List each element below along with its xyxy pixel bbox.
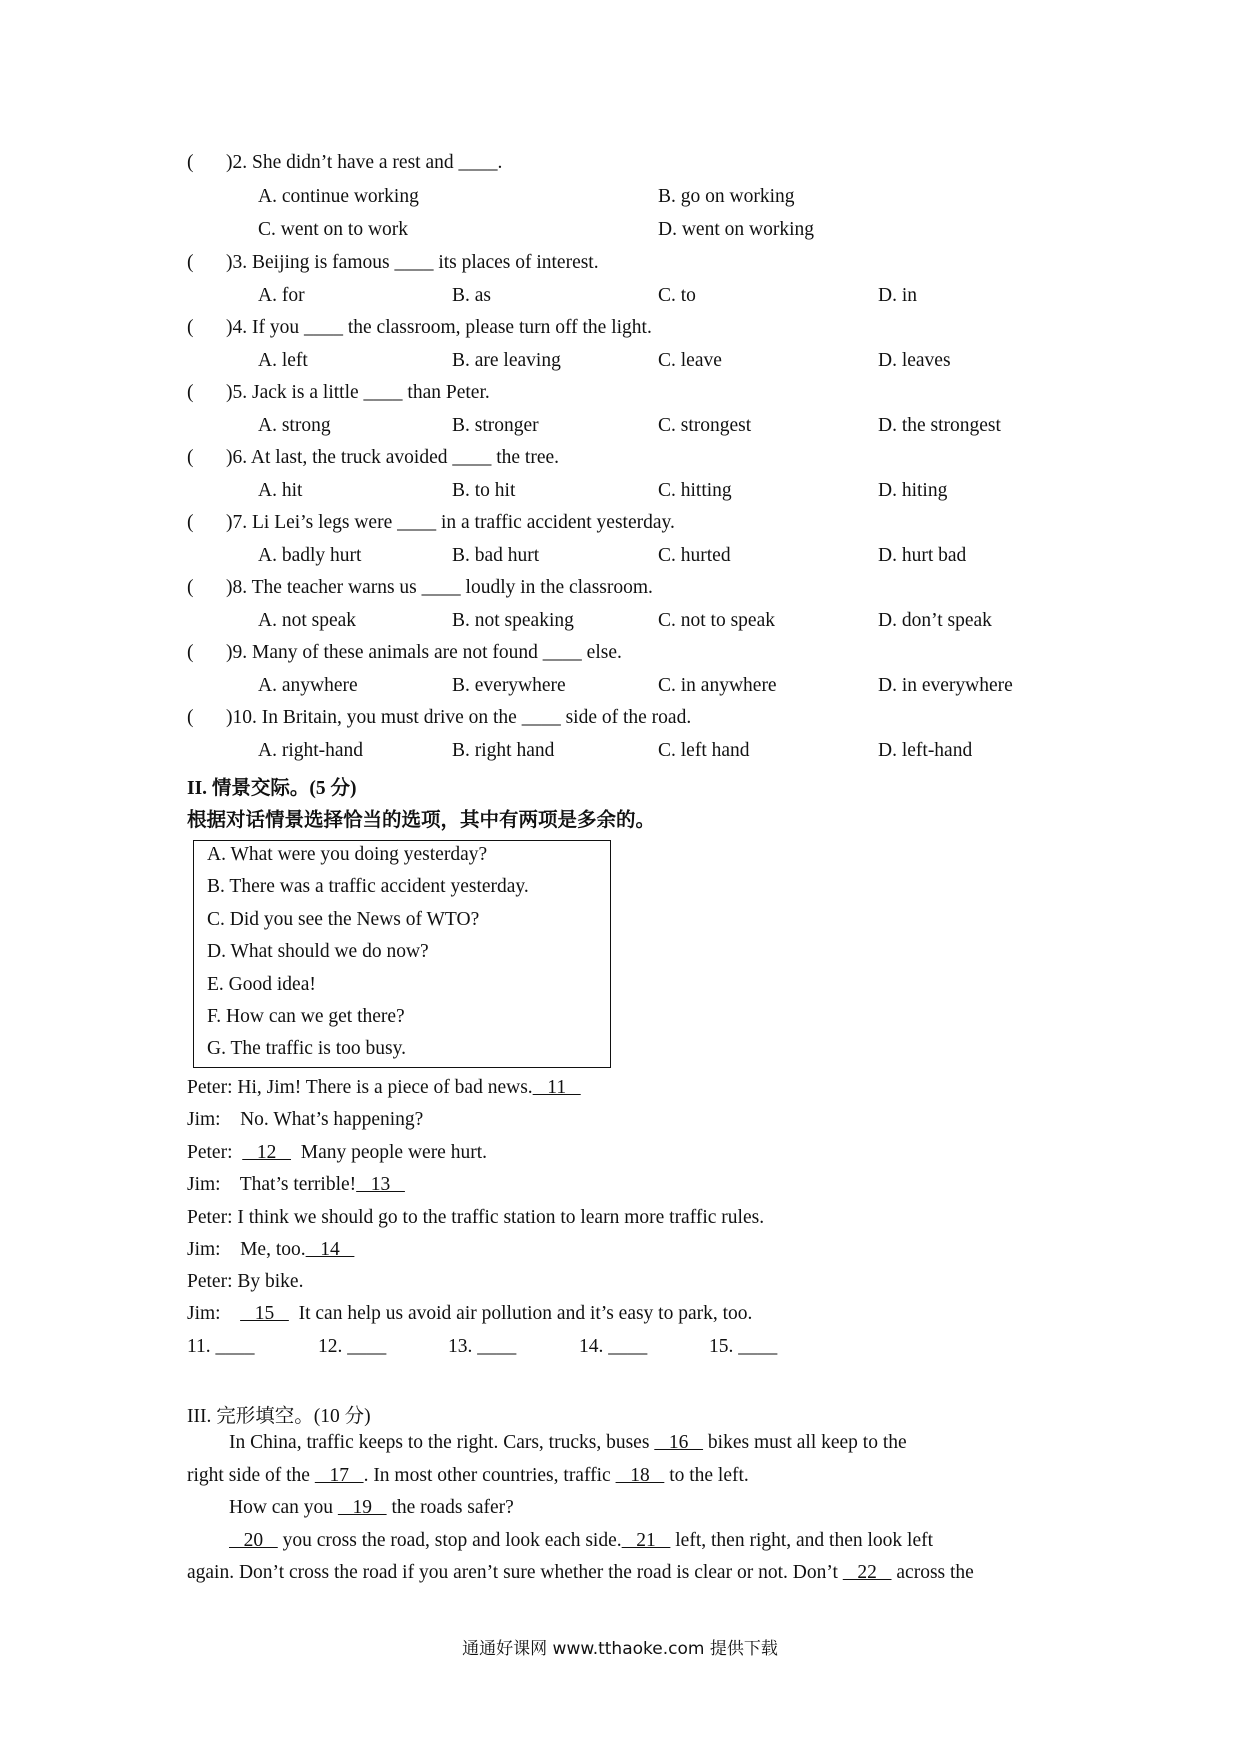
dialogue-text: Peter: <box>187 1142 243 1163</box>
option-c: C. strongest <box>658 415 752 436</box>
dialogue-line: Peter: By bike. <box>187 1271 304 1292</box>
option-a: A. not speak <box>258 610 357 631</box>
dialogue-text: Many people were hurt. <box>290 1142 488 1163</box>
answer-paren: ( <box>187 447 194 468</box>
option-c: C. leave <box>658 350 722 371</box>
option-b: B. as <box>452 285 491 306</box>
option-a: A. left <box>258 350 308 371</box>
option-b: B. stronger <box>452 415 539 436</box>
dialogue-text: Peter: Hi, Jim! There is a piece of bad news. <box>187 1077 533 1098</box>
option-d: D. went on working <box>658 219 814 240</box>
answer-paren: ( <box>187 577 194 598</box>
option-b: B. go on working <box>658 186 795 207</box>
cloze-text: again. Don’t cross the road if you aren’t sure whether the road is clear or not. Don’t <box>187 1562 843 1583</box>
cloze-text: How can you <box>229 1497 338 1518</box>
blank-22[interactable]: 22 <box>842 1562 892 1583</box>
choice-d: D. What should we do now? <box>207 941 429 962</box>
answer-blank-11[interactable]: 11. ____ <box>187 1336 255 1357</box>
option-d: D. hurt bad <box>878 545 967 566</box>
choice-b: B. There was a traffic accident yesterday. <box>207 876 529 897</box>
blank-19[interactable]: 19 <box>337 1497 387 1518</box>
answer-paren: ( <box>187 317 194 338</box>
option-b: B. right hand <box>452 740 555 761</box>
blank-11[interactable]: 11 <box>532 1077 581 1098</box>
answer-paren: ( <box>187 152 194 173</box>
answer-paren: ( <box>187 382 194 403</box>
cloze-text: . In most other countries, traffic <box>363 1465 616 1486</box>
blank-12[interactable]: 12 <box>242 1142 291 1163</box>
option-c: C. left hand <box>658 740 750 761</box>
cloze-text: bikes must all keep to the <box>703 1432 907 1453</box>
answer-blank-12[interactable]: 12. ____ <box>318 1336 387 1357</box>
option-c: C. to <box>658 285 696 306</box>
answer-paren: ( <box>187 642 194 663</box>
question-stem: )8. The teacher warns us ____ loudly in the classroom. <box>226 577 653 598</box>
blank-16[interactable]: 16 <box>654 1432 704 1453</box>
question-stem: )7. Li Lei’s legs were ____ in a traffic accident yesterday. <box>226 512 675 533</box>
page-footer: 通通好课网 www.tthaoke.com 提供下载 <box>462 1639 778 1659</box>
cloze-line <box>187 1465 749 1487</box>
option-b: B. not speaking <box>452 610 574 631</box>
choice-box <box>193 840 611 1068</box>
blank-18[interactable]: 18 <box>615 1465 665 1486</box>
option-d: D. hiting <box>878 480 948 501</box>
section-2-instruction: 根据对话情景选择恰当的选项，其中有两项是多余的。 <box>187 810 656 831</box>
option-a: A. strong <box>258 415 331 436</box>
section-3-heading: III. 完形填空。(10 分) <box>187 1406 371 1427</box>
blank-13[interactable]: 13 <box>356 1174 405 1195</box>
dialogue-text: Jim: Me, too. <box>187 1239 306 1260</box>
question-stem: )5. Jack is a little ____ than Peter. <box>226 382 490 403</box>
choice-e: E. Good idea! <box>207 974 316 995</box>
option-b: B. bad hurt <box>452 545 540 566</box>
choice-a: A. What were you doing yesterday? <box>207 844 488 865</box>
answer-paren: ( <box>187 252 194 273</box>
option-c: C. not to speak <box>658 610 775 631</box>
answer-blank-15[interactable]: 15. ____ <box>709 1336 778 1357</box>
option-c: C. went on to work <box>258 219 409 240</box>
answer-blank-14[interactable]: 14. ____ <box>579 1336 648 1357</box>
option-b: B. are leaving <box>452 350 561 371</box>
dialogue-text: Jim: <box>187 1303 241 1324</box>
choice-g: G. The traffic is too busy. <box>207 1038 406 1059</box>
cloze-line <box>229 1432 907 1454</box>
cloze-text: In China, traffic keeps to the right. Cars, trucks, buses <box>229 1432 655 1453</box>
cloze-text: across the <box>891 1562 974 1583</box>
section-2-heading: II. 情景交际。(5 分) <box>187 778 357 799</box>
option-a: A. badly hurt <box>258 545 362 566</box>
question-stem: )10. In Britain, you must drive on the ____ side of the road. <box>226 707 692 728</box>
option-b: B. to hit <box>452 480 516 501</box>
blank-14[interactable]: 14 <box>305 1239 355 1260</box>
answer-paren: ( <box>187 707 194 728</box>
dialogue-text: Jim: That’s terrible! <box>187 1174 357 1195</box>
option-a: A. continue working <box>258 186 419 207</box>
option-a: A. hit <box>258 480 303 501</box>
blank-15[interactable]: 15 <box>240 1303 289 1324</box>
option-c: C. in anywhere <box>658 675 777 696</box>
cloze-text: right side of the <box>187 1465 315 1486</box>
option-d: D. the strongest <box>878 415 1001 436</box>
choice-c: C. Did you see the News of WTO? <box>207 909 480 930</box>
blank-21[interactable]: 21 <box>621 1530 671 1551</box>
dialogue-line <box>187 1142 487 1164</box>
cloze-text: the roads safer? <box>386 1497 514 1518</box>
option-c: C. hitting <box>658 480 732 501</box>
answer-paren: ( <box>187 512 194 533</box>
option-d: D. left-hand <box>878 740 973 761</box>
option-b: B. everywhere <box>452 675 566 696</box>
question-stem: )4. If you ____ the classroom, please turn off the light. <box>226 317 652 338</box>
option-d: D. in everywhere <box>878 675 1013 696</box>
cloze-text: you cross the road, stop and look each side. <box>277 1530 622 1551</box>
dialogue-line: Peter: I think we should go to the traffic station to learn more traffic rules. <box>187 1207 765 1228</box>
question-stem: )6. At last, the truck avoided ____ the tree. <box>226 447 560 468</box>
dialogue-text: It can help us avoid air pollution and it’s easy to park, too. <box>288 1303 753 1324</box>
blank-20[interactable]: 20 <box>229 1530 278 1551</box>
option-d: D. don’t speak <box>878 610 992 631</box>
option-d: D. leaves <box>878 350 951 371</box>
question-stem: )3. Beijing is famous ____ its places of interest. <box>226 252 599 273</box>
dialogue-line <box>187 1174 405 1196</box>
cloze-text: left, then right, and then look left <box>670 1530 934 1551</box>
cloze-line <box>229 1497 514 1519</box>
answer-blank-13[interactable]: 13. ____ <box>448 1336 517 1357</box>
option-a: A. right-hand <box>258 740 364 761</box>
question-stem: )9. Many of these animals are not found ____ else. <box>226 642 622 663</box>
dialogue-line <box>187 1303 752 1325</box>
cloze-line <box>229 1530 933 1552</box>
question-stem: )2. She didn’t have a rest and ____. <box>226 152 503 173</box>
dialogue-line <box>187 1077 581 1099</box>
option-a: A. for <box>258 285 305 306</box>
option-d: D. in <box>878 285 917 306</box>
dialogue-line <box>187 1239 354 1261</box>
cloze-line <box>187 1562 974 1584</box>
choice-f: F. How can we get there? <box>207 1006 405 1027</box>
dialogue-line: Jim: No. What’s happening? <box>187 1109 424 1130</box>
blank-17[interactable]: 17 <box>314 1465 364 1486</box>
option-c: C. hurted <box>658 545 731 566</box>
cloze-text: to the left. <box>664 1465 749 1486</box>
option-a: A. anywhere <box>258 675 358 696</box>
